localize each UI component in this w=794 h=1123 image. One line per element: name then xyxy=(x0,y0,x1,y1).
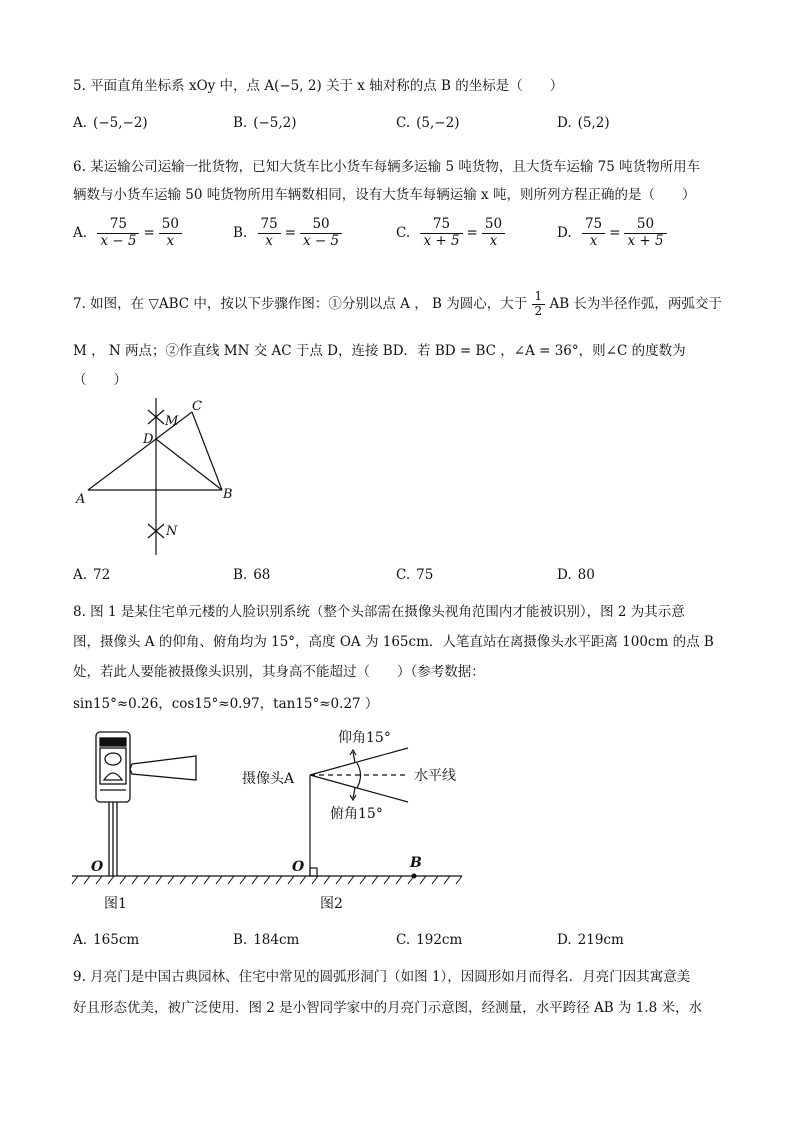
label-camera-a: 摄像头A xyxy=(242,771,295,787)
option-text: (−5,−2) xyxy=(93,115,148,131)
q7-stem-part1: 7. 如图，在 ▽ABC 中，按以下步骤作图：①分别以点 A ， B 为圆心，大于 xyxy=(73,295,528,312)
fraction-right xyxy=(624,217,666,249)
fraction-left xyxy=(258,217,281,249)
q8-stem-line4: sin15°≈0.26，cos15°≈0.97，tan15°≈0.27 ） xyxy=(73,696,379,712)
option-text: 80 xyxy=(577,567,595,583)
point-b xyxy=(412,874,417,879)
option-key: B. xyxy=(233,932,248,948)
q6-stem-line1: 6. 某运输公司运输一批货物，已知大货车比小货车每辆多运输 5 吨货物，且大货车运输 75 吨货物所用车 xyxy=(73,159,701,175)
equals-sign: = xyxy=(284,225,297,242)
q9-stem-line1: 9. 月亮门是中国古典园林、住宅中常见的圆弧形洞门（如图 1），因圆形如月而得名．月亮门因其寓意美 xyxy=(73,969,691,985)
numerator: 50 xyxy=(482,217,505,234)
q7-option-d xyxy=(557,567,595,583)
q6-option-b xyxy=(233,217,342,249)
numerator: 50 xyxy=(159,217,182,234)
option-key: A. xyxy=(73,115,88,131)
label-b: B xyxy=(223,487,233,502)
q8-option-d xyxy=(557,932,624,948)
fraction-one-half xyxy=(532,290,546,319)
option-key: A. xyxy=(73,567,88,583)
option-key: D. xyxy=(557,225,572,242)
label-o-fig2: O xyxy=(292,859,305,875)
option-key: D. xyxy=(557,932,572,948)
q6-option-c xyxy=(396,217,505,249)
q5-option-b xyxy=(233,115,297,131)
label-b: B xyxy=(410,855,422,871)
denominator: x xyxy=(166,232,175,249)
camera-beam xyxy=(130,756,196,780)
option-text: 165cm xyxy=(93,932,140,948)
q6-option-a xyxy=(73,217,182,249)
denominator: x + 5 xyxy=(423,232,460,249)
label-horizontal: 水平线 xyxy=(414,768,456,784)
ground-line xyxy=(72,876,462,884)
option-key: A. xyxy=(73,225,88,242)
label-a: A xyxy=(76,492,86,507)
numerator: 1 xyxy=(532,290,546,305)
numerator: 75 xyxy=(97,217,139,234)
numerator: 75 xyxy=(258,217,281,234)
label-o-fig1: O xyxy=(91,859,104,875)
q9-stem-line2: 好且形态优美，被广泛使用．图 2 是小智同学家中的月亮门示意图，经测量，水平跨径 AB 为 1.8 米，水 xyxy=(73,1000,702,1016)
q5-option-c xyxy=(396,115,459,131)
q8-stem-line1: 8. 图 1 是某住宅单元楼的人脸识别系统（整个头部需在摄像头视角范围内才能被识别），图 2 为其示意 xyxy=(73,604,685,620)
fraction-right xyxy=(159,217,182,249)
denominator: x xyxy=(489,232,498,249)
q5-option-d xyxy=(557,115,610,131)
face-recognition-device xyxy=(96,732,196,876)
label-n: N xyxy=(166,524,178,539)
option-key: B. xyxy=(233,115,248,131)
fraction-left xyxy=(97,217,139,249)
option-key: C. xyxy=(396,225,411,242)
fraction-right xyxy=(482,217,505,249)
q6-stem-line2: 辆数与小货车运输 50 吨货物所用车辆数相同，设有大货车每辆运输 x 吨，则所列方程正确的是（ ） xyxy=(73,187,696,203)
q7-stem-part2: AB 长为半径作弧，两弧交于 xyxy=(549,295,722,312)
option-text: 68 xyxy=(253,567,271,583)
q8-option-a xyxy=(73,932,139,948)
q8-figure xyxy=(70,722,470,918)
option-key: D. xyxy=(557,567,572,583)
option-text: (5,−2) xyxy=(416,115,460,131)
q6-option-d xyxy=(557,217,667,249)
label-d: D xyxy=(143,432,154,447)
caption-fig1: 图1 xyxy=(104,896,127,912)
depression-ray xyxy=(310,775,408,802)
numerator: 50 xyxy=(300,217,342,234)
q5-stem: 5. 平面直角坐标系 xOy 中，点 A(−5, 2) 关于 x 轴对称的点 B 的坐标是（ ） xyxy=(73,78,564,94)
fraction-left xyxy=(420,217,462,249)
option-text: 75 xyxy=(416,567,434,583)
label-c: C xyxy=(192,399,202,414)
denominator: x xyxy=(265,232,273,249)
elevation-ray xyxy=(310,748,408,775)
option-text: (5,2) xyxy=(577,115,610,131)
numerator: 75 xyxy=(582,217,605,234)
numerator: 50 xyxy=(624,217,666,234)
q7-option-b xyxy=(233,567,270,583)
equals-sign: = xyxy=(609,225,621,242)
option-key: C. xyxy=(396,567,411,583)
option-key: A. xyxy=(73,932,88,948)
option-key: C. xyxy=(396,115,411,131)
q7-stem-line2: M ， N 两点；②作直线 MN 交 AC 于点 D，连接 BD．若 BD = BC ，∠A = 36°，则∠C 的度数为 xyxy=(73,343,686,359)
q7-option-a xyxy=(73,567,110,583)
option-key: D. xyxy=(557,115,572,131)
option-text: (−5,2) xyxy=(253,115,297,131)
q7-stem-line3: （ ） xyxy=(73,372,127,388)
option-text: 192cm xyxy=(416,932,463,948)
q7-option-c xyxy=(396,567,433,583)
q8-stem-line2: 图，摄像头 A 的仰角、俯角均为 15°，高度 OA 为 165cm．人笔直站在离摄像头水平距离 100cm 的点 B xyxy=(73,634,714,650)
label-elevation: 仰角15° xyxy=(338,730,391,746)
option-text: 184cm xyxy=(253,932,300,948)
numerator: 75 xyxy=(420,217,462,234)
q7-stem-line1 xyxy=(73,290,722,319)
denominator: x + 5 xyxy=(627,232,664,249)
q8-option-c xyxy=(396,932,462,948)
denominator: x xyxy=(589,232,598,249)
equals-sign: = xyxy=(143,225,155,242)
right-angle-mark xyxy=(310,868,317,876)
q8-option-b xyxy=(233,932,299,948)
q8-stem-line3: 处，若此人要能被摄像头识别，其身高不能超过（ ）（参考数据： xyxy=(73,664,485,680)
equals-sign: = xyxy=(466,225,478,242)
denominator: 2 xyxy=(534,303,543,318)
q5-option-a xyxy=(73,115,148,131)
fraction-left xyxy=(582,217,605,249)
option-key: C. xyxy=(396,932,411,948)
fraction-right xyxy=(300,217,342,249)
caption-fig2: 图2 xyxy=(320,896,343,912)
option-key: B. xyxy=(233,567,248,583)
label-depression: 俯角15° xyxy=(330,806,383,822)
option-text: 219cm xyxy=(577,932,624,948)
denominator: x − 5 xyxy=(303,232,340,249)
q7-triangle-figure xyxy=(70,392,250,564)
option-key: B. xyxy=(233,225,248,242)
denominator: x − 5 xyxy=(100,232,137,249)
option-text: 72 xyxy=(93,567,111,583)
label-m: M xyxy=(165,414,179,429)
